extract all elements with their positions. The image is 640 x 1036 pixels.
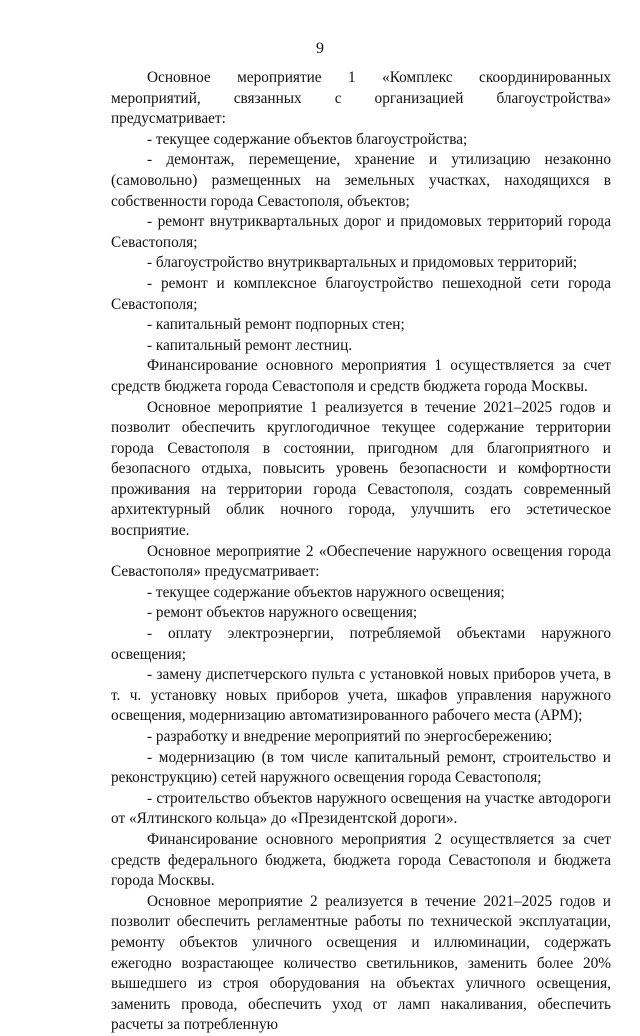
document-body bbox=[111, 68, 611, 1036]
paragraph-event1-implementation: Основное мероприятие 1 реализуется в течение 2021–2025 годов и позволит обеспечить круглогодичное текущее содержание территории города Севастополя в состоянии, пригодном для благоприятного и безопасного отдыха, повысить уровень безопасности и комфортности проживания на территории города Севастополя, создать современный архитектурный облик ночного города, улучшить его эстетическое восприятие. bbox=[111, 398, 611, 540]
list-item-road-repair: - ремонт внутриквартальных дорог и придомовых территорий города Севастополя; bbox=[111, 213, 611, 251]
paragraph-event1-financing: Финансирование основного мероприятия 1 осуществляется за счет средств бюджета города Севастополя и средств бюджета города Москвы. bbox=[111, 357, 611, 395]
list-item-dispatch-panel: - замену диспетчерского пульта с установкой новых приборов учета, в т. ч. установку новых приборов учета, шкафов управления наружного освещения, модернизацию автоматизированного рабочего места (АРМ); bbox=[111, 666, 611, 725]
list-item-stairs: - капитальный ремонт лестниц. bbox=[147, 336, 353, 354]
list-item-retaining-walls: - капитальный ремонт подпорных стен; bbox=[147, 316, 405, 334]
list-item-lighting-repair: - ремонт объектов наружного освещения; bbox=[147, 604, 418, 622]
list-item-construction: - строительство объектов наружного освещения на участке автодороги от «Ялтинского кольца» до «Президентской дороги». bbox=[111, 789, 611, 828]
list-item-landscaping: - благоустройство внутриквартальных и придомовых территорий; bbox=[147, 254, 578, 272]
paragraph-event2-implementation: Основное мероприятие 2 реализуется в течение 2021–2025 годов и позволит обеспечить регламентные работы по технической эксплуатации, ремонту объектов уличного освещения и иллюминации, содержать ежегодно возрастающее количество светильников, заменить более 20% вышедшего из строя оборудования на объектах уличного освещения, заменить провода, обеспечить уход от ламп накаливания, обеспечить расчеты за потребленную bbox=[111, 892, 611, 1034]
list-item-maintenance: - текущее содержание объектов благоустройства; bbox=[147, 130, 468, 148]
list-item-modernization: - модернизацию (в том числе капитальный ремонт, строительство и реконструкцию) сетей наружного освещения города Севастополя; bbox=[111, 748, 611, 787]
page-number: 9 bbox=[316, 40, 324, 57]
paragraph-event1-intro: Основное мероприятие 1 «Комплекс скоординированных мероприятий, связанных с организацией благоустройства» предусматривает: bbox=[111, 69, 611, 128]
list-item-electricity-payment: - оплату электроэнергии, потребляемой объектами наружного освещения; bbox=[111, 625, 611, 663]
list-item-lighting-maintenance: - текущее содержание объектов наружного освещения; bbox=[147, 583, 505, 601]
paragraph-event2-intro: Основное мероприятие 2 «Обеспечение наружного освещения города Севастополя» предусматривает: bbox=[111, 542, 611, 581]
list-item-dismantling: - демонтаж, перемещение, хранение и утилизацию незаконно (самовольно) размещенных на земельных участках, находящихся в собственности города Севастополя, объектов; bbox=[111, 151, 611, 210]
list-item-pedestrian-network: - ремонт и комплексное благоустройство пешеходной сети города Севастополя; bbox=[111, 274, 611, 313]
list-item-energy-saving: - разработку и внедрение мероприятий по энергосбережению; bbox=[147, 728, 553, 745]
paragraph-event2-financing: Финансирование основного мероприятия 2 осуществляется за счет средств федерального бюджета, бюджета города Севастополя и бюджета города Москвы. bbox=[111, 830, 611, 890]
